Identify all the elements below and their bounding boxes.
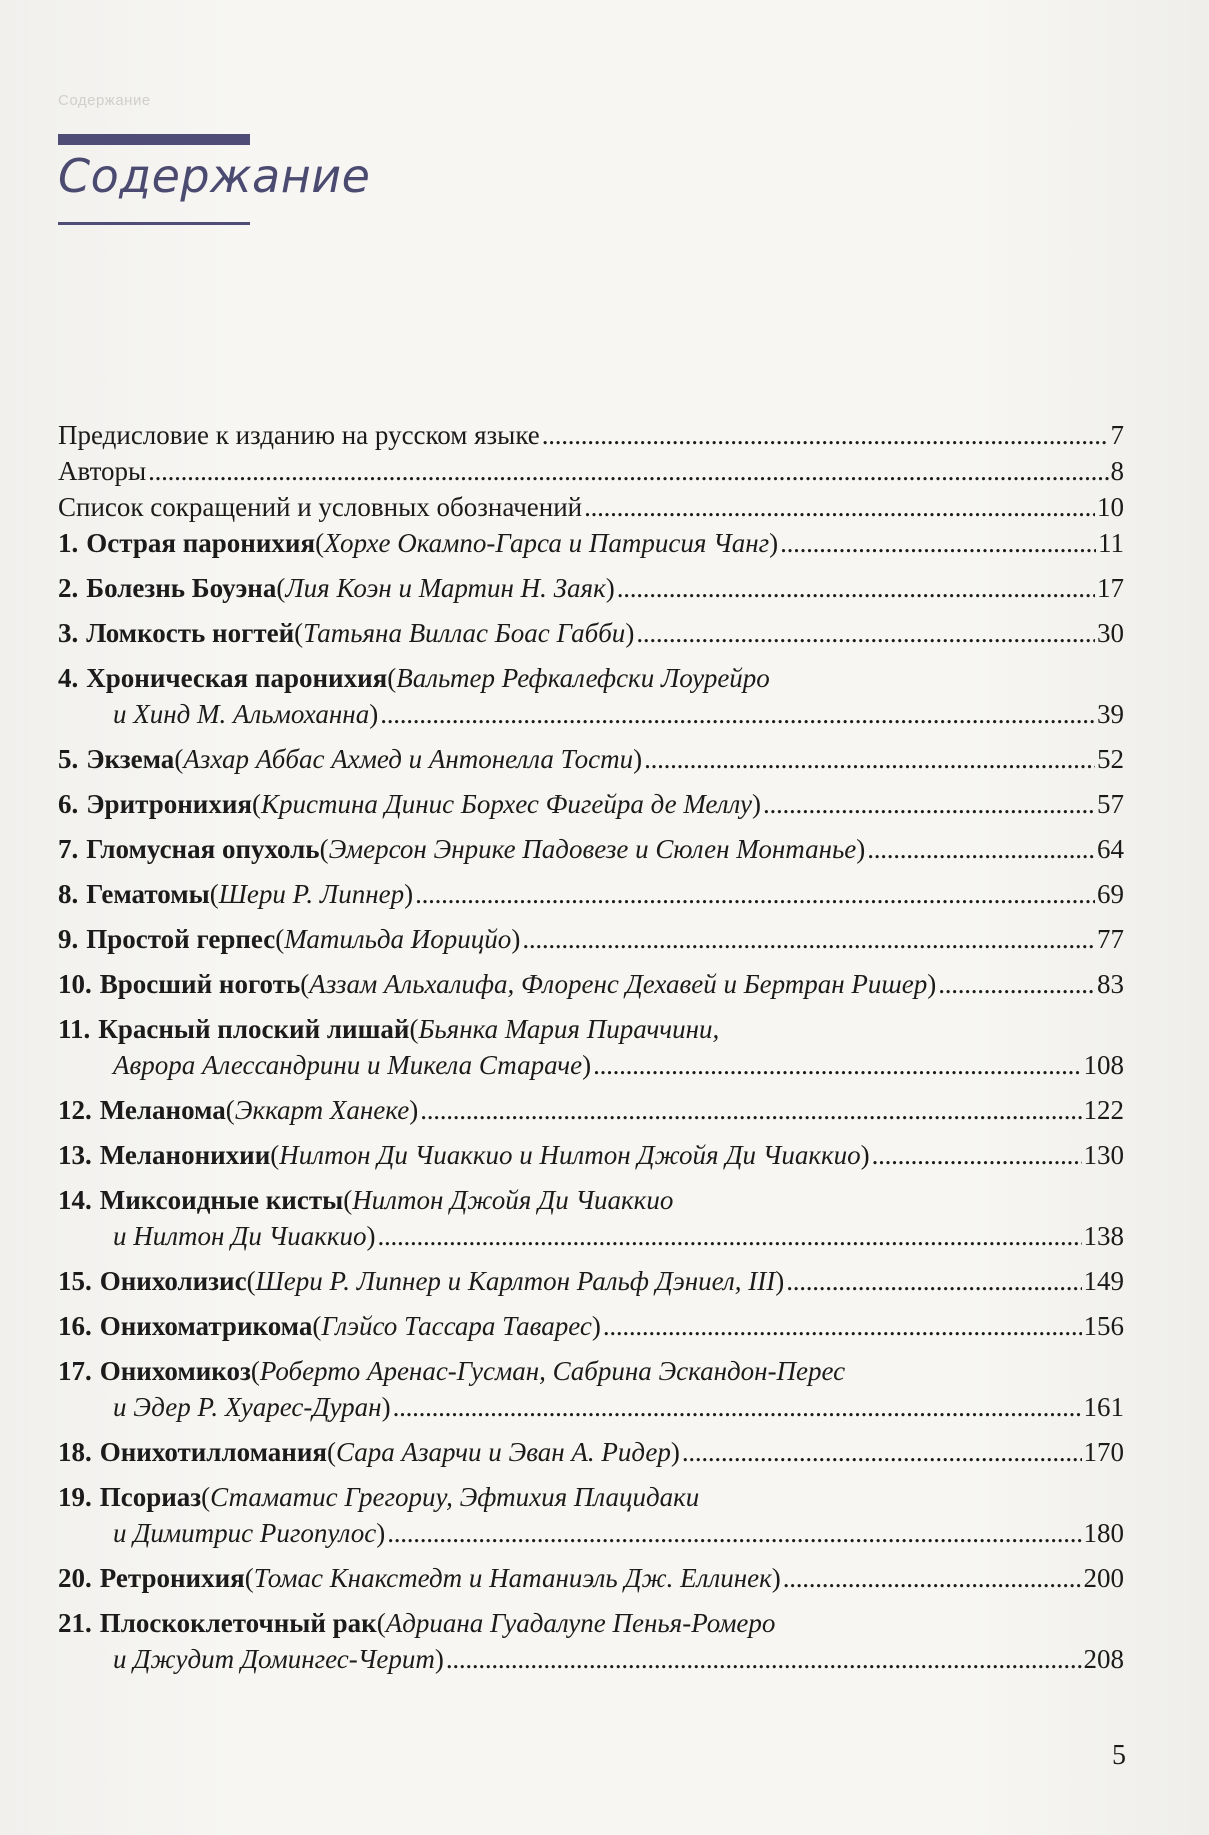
dot-leader bbox=[584, 489, 1095, 525]
toc-line bbox=[58, 489, 1124, 525]
toc-line bbox=[58, 1011, 1124, 1047]
chapter-authors-cont: и Димитрис Ригопулос bbox=[113, 1518, 377, 1548]
chapter-number: 15. bbox=[58, 1266, 92, 1296]
toc-entry[interactable] bbox=[58, 525, 1124, 561]
paren-close: ) bbox=[856, 834, 866, 864]
chapter-authors: Аззам Альхалифа, Флоренс Дехавей и Бертран Ришер bbox=[309, 969, 928, 999]
toc-line bbox=[58, 570, 1124, 606]
dot-leader bbox=[780, 525, 1096, 561]
dot-leader bbox=[786, 1263, 1081, 1299]
entry-page: 17 bbox=[1097, 573, 1124, 603]
toc-line bbox=[58, 786, 1124, 822]
paren-close: ) bbox=[376, 1518, 386, 1548]
chapter-authors-cont: и Хинд М. Альмоханна bbox=[113, 699, 370, 729]
dot-leader bbox=[783, 1560, 1082, 1596]
chapter-title: Болезнь Боуэна bbox=[86, 573, 277, 603]
toc-line bbox=[58, 1353, 1124, 1389]
toc-line bbox=[58, 1560, 1124, 1596]
paren-close: ) bbox=[369, 699, 379, 729]
entry-page: 200 bbox=[1083, 1563, 1124, 1593]
entry-page: 11 bbox=[1098, 528, 1124, 558]
dot-leader bbox=[522, 921, 1095, 957]
entry-page: 130 bbox=[1083, 1140, 1124, 1170]
paren-open: ( bbox=[246, 1266, 256, 1296]
toc-line bbox=[58, 417, 1124, 453]
chapter-authors: Вальтер Рефкалефски Лоурейро bbox=[396, 663, 770, 693]
toc-entry[interactable] bbox=[58, 660, 1124, 732]
paren-close: ) bbox=[769, 528, 779, 558]
chapter-number: 18. bbox=[58, 1437, 92, 1467]
toc-entry[interactable] bbox=[58, 1263, 1124, 1299]
paren-open: ( bbox=[275, 924, 285, 954]
chapter-authors: Нилтон Ди Чиаккио и Нилтон Джойя Ди Чиаккио bbox=[279, 1140, 861, 1170]
chapter-authors: Нилтон Джойя Ди Чиаккио bbox=[352, 1185, 674, 1215]
entry-page: 122 bbox=[1083, 1095, 1124, 1125]
entry-page: 10 bbox=[1097, 492, 1124, 522]
chapter-title: Красный плоский лишай bbox=[98, 1014, 410, 1044]
title-bar-top bbox=[58, 134, 250, 145]
dot-leader bbox=[872, 1137, 1082, 1173]
dot-leader bbox=[938, 966, 1095, 1002]
dot-leader bbox=[867, 831, 1095, 867]
entry-page: 8 bbox=[1110, 456, 1124, 486]
dot-leader bbox=[446, 1641, 1082, 1677]
paren-close: ) bbox=[860, 1140, 870, 1170]
toc-line bbox=[58, 1182, 1124, 1218]
paren-close: ) bbox=[605, 573, 615, 603]
toc-line bbox=[58, 453, 1124, 489]
page-number: 5 bbox=[1112, 1740, 1126, 1771]
paren-open: ( bbox=[201, 1482, 211, 1512]
entry-page: 77 bbox=[1097, 924, 1124, 954]
toc-entry[interactable] bbox=[58, 570, 1124, 606]
paren-close: ) bbox=[409, 1095, 419, 1125]
entry-title: Предисловие к изданию на русском языке bbox=[58, 420, 540, 450]
entry-page: 64 bbox=[1097, 834, 1124, 864]
chapter-authors: Сара Азарчи и Эван А. Ридер bbox=[336, 1437, 671, 1467]
chapter-title: Онихолизис bbox=[99, 1266, 247, 1296]
paren-open: ( bbox=[244, 1563, 254, 1593]
paren-open: ( bbox=[315, 528, 325, 558]
paren-open: ( bbox=[327, 1437, 337, 1467]
paren-close: ) bbox=[591, 1311, 601, 1341]
chapter-number: 13. bbox=[58, 1140, 92, 1170]
toc-entry[interactable] bbox=[58, 741, 1124, 777]
paren-open: ( bbox=[319, 834, 329, 864]
chapter-title: Псориаз bbox=[99, 1482, 202, 1512]
dot-leader bbox=[617, 570, 1095, 606]
dot-leader bbox=[393, 1389, 1082, 1425]
dot-leader bbox=[420, 1092, 1081, 1128]
chapter-authors: Эккарт Ханеке bbox=[234, 1095, 410, 1125]
paren-open: ( bbox=[294, 618, 304, 648]
entry-page: 170 bbox=[1083, 1437, 1124, 1467]
chapter-authors-cont: и Нилтон Ди Чиаккио bbox=[113, 1221, 367, 1251]
entry-page: 108 bbox=[1083, 1050, 1124, 1080]
chapter-number: 2. bbox=[58, 573, 79, 603]
chapter-authors: Матильда Иорицйо bbox=[284, 924, 512, 954]
toc-line bbox=[58, 1479, 1124, 1515]
entry-page: 161 bbox=[1083, 1392, 1124, 1422]
paren-close: ) bbox=[434, 1644, 444, 1674]
chapter-title: Экзема bbox=[86, 744, 175, 774]
toc-line bbox=[58, 1047, 1124, 1083]
paren-close: ) bbox=[751, 789, 761, 819]
chapter-authors: Бьянка Мария Пираччини, bbox=[418, 1014, 720, 1044]
chapter-number: 7. bbox=[58, 834, 79, 864]
dot-leader bbox=[387, 1515, 1081, 1551]
toc-entry[interactable] bbox=[58, 489, 1124, 525]
toc-entry[interactable] bbox=[58, 615, 1124, 651]
toc-entry[interactable] bbox=[58, 417, 1124, 453]
chapter-authors: Шери Р. Липнер bbox=[218, 879, 405, 909]
toc-line bbox=[58, 1092, 1124, 1128]
toc-entry[interactable] bbox=[58, 1011, 1124, 1083]
chapter-authors: Томас Кнакстедт и Натаниэль Дж. Еллинек bbox=[253, 1563, 772, 1593]
paren-open: ( bbox=[252, 789, 262, 819]
paren-open: ( bbox=[250, 1356, 260, 1386]
entry-page: 156 bbox=[1083, 1311, 1124, 1341]
chapter-title: Вросший ноготь bbox=[99, 969, 301, 999]
dot-leader bbox=[763, 786, 1095, 822]
chapter-authors: Кристина Динис Борхес Фигейра де Меллу bbox=[261, 789, 752, 819]
chapter-authors-cont: и Джудит Домингес-Черит bbox=[113, 1644, 435, 1674]
paren-open: ( bbox=[376, 1608, 386, 1638]
toc-entry[interactable] bbox=[58, 966, 1124, 1002]
chapter-title: Миксоидные кисты bbox=[99, 1185, 344, 1215]
chapter-number: 17. bbox=[58, 1356, 92, 1386]
toc-line bbox=[58, 660, 1124, 696]
chapter-authors-cont: и Эдер Р. Хуарес-Дуран bbox=[113, 1392, 382, 1422]
toc-line bbox=[58, 525, 1124, 561]
entry-page: 69 bbox=[1097, 879, 1124, 909]
toc-line bbox=[58, 831, 1124, 867]
paren-open: ( bbox=[209, 879, 219, 909]
chapter-authors: Азхар Аббас Ахмед и Антонелла Тости bbox=[183, 744, 634, 774]
chapter-title: Хроническая паронихия bbox=[86, 663, 388, 693]
chapter-title: Простой герпес bbox=[86, 924, 276, 954]
toc-line bbox=[58, 1515, 1124, 1551]
chapter-number: 16. bbox=[58, 1311, 92, 1341]
toc-line bbox=[58, 876, 1124, 912]
chapter-number: 19. bbox=[58, 1482, 92, 1512]
chapter-title: Гематомы bbox=[86, 879, 210, 909]
paren-close: ) bbox=[670, 1437, 680, 1467]
paren-open: ( bbox=[174, 744, 184, 774]
dot-leader bbox=[380, 696, 1095, 732]
entry-title: Список сокращений и условных обозначений bbox=[58, 492, 583, 522]
toc-entry[interactable] bbox=[58, 1605, 1124, 1677]
toc-entry[interactable] bbox=[58, 1308, 1124, 1344]
dot-leader bbox=[148, 453, 1108, 489]
toc-line bbox=[58, 1218, 1124, 1254]
paren-close: ) bbox=[582, 1050, 592, 1080]
entry-page: 7 bbox=[1110, 420, 1124, 450]
dot-leader bbox=[644, 741, 1095, 777]
toc-entry[interactable] bbox=[58, 1182, 1124, 1254]
paren-open: ( bbox=[312, 1311, 322, 1341]
chapter-title: Ломкость ногтей bbox=[86, 618, 295, 648]
chapter-title: Онихотилломания bbox=[99, 1437, 328, 1467]
entry-page: 30 bbox=[1097, 618, 1124, 648]
chapter-number: 6. bbox=[58, 789, 79, 819]
entry-page: 52 bbox=[1097, 744, 1124, 774]
toc-line bbox=[58, 1263, 1124, 1299]
chapter-title: Ретронихия bbox=[99, 1563, 245, 1593]
chapter-authors: Шери Р. Липнер и Карлтон Ральф Дэниел, III bbox=[255, 1266, 776, 1296]
paren-close: ) bbox=[366, 1221, 376, 1251]
toc-entry[interactable] bbox=[58, 1092, 1124, 1128]
chapter-title: Плоскоклеточный рак bbox=[99, 1608, 377, 1638]
toc-entry[interactable] bbox=[58, 1137, 1124, 1173]
toc-line bbox=[58, 696, 1124, 732]
toc-line bbox=[58, 1137, 1124, 1173]
paren-open: ( bbox=[343, 1185, 353, 1215]
toc-line bbox=[58, 615, 1124, 651]
toc-entry[interactable] bbox=[58, 921, 1124, 957]
title-bar-bottom bbox=[58, 222, 250, 225]
dot-leader bbox=[603, 1308, 1082, 1344]
chapter-title: Эритронихия bbox=[86, 789, 253, 819]
chapter-authors: Татьяна Виллас Боас Габби bbox=[303, 618, 626, 648]
dot-leader bbox=[377, 1218, 1081, 1254]
toc-entry[interactable] bbox=[58, 453, 1124, 489]
chapter-title: Меланома bbox=[99, 1095, 226, 1125]
chapter-authors: Роберто Аренас-Гусман, Сабрина Эскандон-Перес bbox=[259, 1356, 846, 1386]
chapter-title: Меланонихии bbox=[99, 1140, 271, 1170]
paren-open: ( bbox=[387, 663, 397, 693]
page-title: Содержание bbox=[58, 149, 371, 203]
entry-page: 57 bbox=[1097, 789, 1124, 819]
table-of-contents bbox=[58, 417, 1124, 1686]
chapter-authors: Хорхе Окампо-Гарса и Патрисия Чанг bbox=[324, 528, 770, 558]
entry-page: 39 bbox=[1097, 699, 1124, 729]
chapter-authors: Глэйсо Тассара Таварес bbox=[321, 1311, 592, 1341]
paren-close: ) bbox=[633, 744, 643, 774]
chapter-number: 1. bbox=[58, 528, 79, 558]
entry-page: 208 bbox=[1083, 1644, 1124, 1674]
chapter-number: 20. bbox=[58, 1563, 92, 1593]
toc-entry[interactable] bbox=[58, 831, 1124, 867]
toc-entry[interactable] bbox=[58, 1353, 1124, 1425]
chapter-authors: Лия Коэн и Мартин Н. Заяк bbox=[285, 573, 606, 603]
paren-close: ) bbox=[625, 618, 635, 648]
chapter-authors: Стаматис Грегориу, Эфтихия Плацидаки bbox=[210, 1482, 700, 1512]
entry-page: 149 bbox=[1083, 1266, 1124, 1296]
entry-title: Авторы bbox=[58, 456, 147, 486]
chapter-authors-cont: Аврора Алессандрини и Микела Стараче bbox=[113, 1050, 583, 1080]
entry-page: 138 bbox=[1083, 1221, 1124, 1251]
dot-leader bbox=[593, 1047, 1081, 1083]
toc-line bbox=[58, 1605, 1124, 1641]
toc-line bbox=[58, 1389, 1124, 1425]
dot-leader bbox=[542, 417, 1109, 453]
dot-leader bbox=[636, 615, 1095, 651]
chapter-number: 21. bbox=[58, 1608, 92, 1638]
chapter-title: Острая паронихия bbox=[86, 528, 316, 558]
paren-close: ) bbox=[927, 969, 937, 999]
entry-page: 83 bbox=[1097, 969, 1124, 999]
running-header: Содержание bbox=[58, 92, 151, 109]
paren-open: ( bbox=[270, 1140, 280, 1170]
paren-open: ( bbox=[225, 1095, 235, 1125]
chapter-authors: Адриана Гуадалупе Пенья-Ромеро bbox=[385, 1608, 776, 1638]
chapter-title: Онихомикоз bbox=[99, 1356, 251, 1386]
paren-close: ) bbox=[404, 879, 414, 909]
toc-line bbox=[58, 741, 1124, 777]
paren-close: ) bbox=[381, 1392, 391, 1422]
chapter-number: 4. bbox=[58, 663, 79, 693]
paren-open: ( bbox=[300, 969, 310, 999]
chapter-number: 12. bbox=[58, 1095, 92, 1125]
dot-leader bbox=[415, 876, 1095, 912]
toc-entry[interactable] bbox=[58, 1560, 1124, 1596]
toc-entry[interactable] bbox=[58, 876, 1124, 912]
chapter-number: 11. bbox=[58, 1014, 91, 1044]
paren-open: ( bbox=[409, 1014, 419, 1044]
toc-line bbox=[58, 921, 1124, 957]
toc-line bbox=[58, 1308, 1124, 1344]
chapter-number: 8. bbox=[58, 879, 79, 909]
chapter-title: Онихоматрикома bbox=[99, 1311, 313, 1341]
chapter-number: 10. bbox=[58, 969, 92, 999]
toc-line bbox=[58, 966, 1124, 1002]
paren-close: ) bbox=[771, 1563, 781, 1593]
toc-line bbox=[58, 1641, 1124, 1677]
toc-entry[interactable] bbox=[58, 786, 1124, 822]
toc-entry[interactable] bbox=[58, 1479, 1124, 1551]
entry-page: 180 bbox=[1083, 1518, 1124, 1548]
chapter-number: 5. bbox=[58, 744, 79, 774]
toc-entry[interactable] bbox=[58, 1434, 1124, 1470]
chapter-number: 9. bbox=[58, 924, 79, 954]
dot-leader bbox=[682, 1434, 1082, 1470]
toc-line bbox=[58, 1434, 1124, 1470]
paren-open: ( bbox=[276, 573, 286, 603]
chapter-number: 3. bbox=[58, 618, 79, 648]
chapter-title: Гломусная опухоль bbox=[86, 834, 320, 864]
paren-close: ) bbox=[511, 924, 521, 954]
chapter-number: 14. bbox=[58, 1185, 92, 1215]
paren-close: ) bbox=[775, 1266, 785, 1296]
chapter-authors: Эмерсон Энрике Падовезе и Сюлен Монтанье bbox=[328, 834, 857, 864]
